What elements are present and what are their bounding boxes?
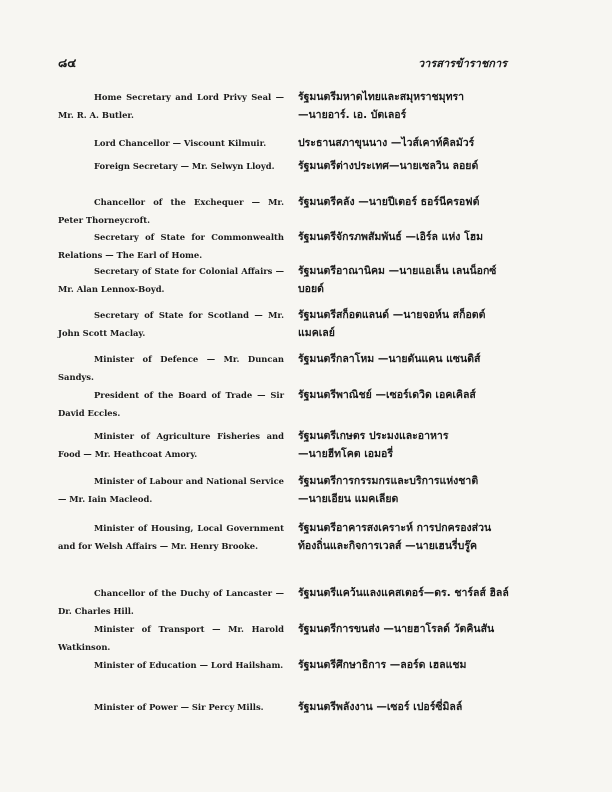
thai-title: รัฐมนตรีจักรภพสัมพันธ์ —เอิร์ล แห่ง โฮม <box>298 231 484 243</box>
thai-title: รัฐมนตรีอาณานิคม —นายแอเล็น เลนน็อกซ์ บอยด์ <box>298 265 497 295</box>
english-title: Home Secretary and Lord Privy Seal — Mr. R. A. Butler. <box>58 92 284 120</box>
english-title: Minister of Power — Sir Percy Mills. <box>94 702 264 712</box>
english-title: Lord Chancellor — Viscount Kilmuir. <box>94 138 267 148</box>
thai-title: รัฐมนตรีกลาโหม —นายดันแคน แซนดิส์ <box>298 353 481 365</box>
english-title: Minister of Housing, Local Government and for Welsh Affairs — Mr. Henry Brooke. <box>58 523 284 551</box>
thai-title: รัฐมนตรีอาคารสงเคราะห์ การปกครองส่วน ท้องถิ่นและกิจการเวลส์ —นายเฮนรี่บรู๊ค <box>298 522 492 552</box>
english-title: Minister of Defence — Mr. Duncan Sandys. <box>58 354 284 382</box>
english-title: Minister of Agriculture Fisheries and Food — Mr. Heathcoat Amory. <box>58 431 284 459</box>
thai-title: รัฐมนตรีการขนส่ง —นายฮาโรลด์ วัตคินสัน <box>298 623 495 635</box>
thai-title: ประธานสภาขุนนาง —ไวส์เคาท์คิลมัวร์ <box>298 137 475 149</box>
english-title: Foreign Secretary — Mr. Selwyn Lloyd. <box>94 161 275 171</box>
thai-title: รัฐมนตรีศึกษาธิการ —ลอร์ด เฮลแชม <box>298 659 467 671</box>
english-title: Minister of Labour and National Service — Mr. Iain Macleod. <box>58 476 284 504</box>
english-title: Secretary of State for Colonial Affairs — Mr. Alan Lennox-Boyd. <box>58 266 284 294</box>
thai-title: รัฐมนตรีคลัง —นายปีเตอร์ ธอร์นีครอฟต์ <box>298 196 480 208</box>
thai-title: รัฐมนตรีพลังงาน —เซอร์ เปอร์ซี่มิลล์ <box>298 701 463 713</box>
thai-title: รัฐมนตรีสก็อตแลนด์ —นายจอห์น สก็อตต์ แมคเลย์ <box>298 309 486 339</box>
thai-title: รัฐมนตรีการกรรมกรและบริการแห่งชาติ —นายเอียน แมคเลียด <box>298 475 479 505</box>
english-title: Secretary of State for Commonwealth Relations — The Earl of Home. <box>58 232 284 260</box>
english-title: Minister of Education — Lord Hailsham. <box>94 660 284 670</box>
english-title: Chancellor of the Exchequer — Mr. Peter Thorneycroft. <box>58 197 284 225</box>
english-title: Minister of Transport — Mr. Harold Watkinson. <box>58 624 284 652</box>
thai-title: รัฐมนตรีต่างประเทศ—นายเซลวิน ลอยด์ <box>298 160 479 172</box>
thai-title: รัฐมนตรีมหาดไทยและสมุหราชมุทรา —นายอาร์. เอ. บัตเลอร์ <box>298 91 465 121</box>
thai-title: รัฐมนตรีพาณิชย์ —เซอร์เดวิด เอคเคิลส์ <box>298 389 476 401</box>
english-title: Secretary of State for Scotland — Mr. John Scott Maclay. <box>58 310 284 338</box>
thai-title: รัฐมนตรีเกษตร ประมงและอาหาร —นายฮีทโคต เอมอรี่ <box>298 430 449 460</box>
running-head: วารสารข้าราชการ <box>418 57 508 70</box>
english-title: President of the Board of Trade — Sir David Eccles. <box>58 390 284 418</box>
thai-title: รัฐมนตรีแคว้นแลงแคสเตอร์—ดร. ชาร์ลส์ ฮิลล์ <box>298 587 509 599</box>
page-number: ๘๔ <box>58 56 77 70</box>
english-title: Chancellor of the Duchy of Lancaster — Dr. Charles Hill. <box>58 588 284 616</box>
